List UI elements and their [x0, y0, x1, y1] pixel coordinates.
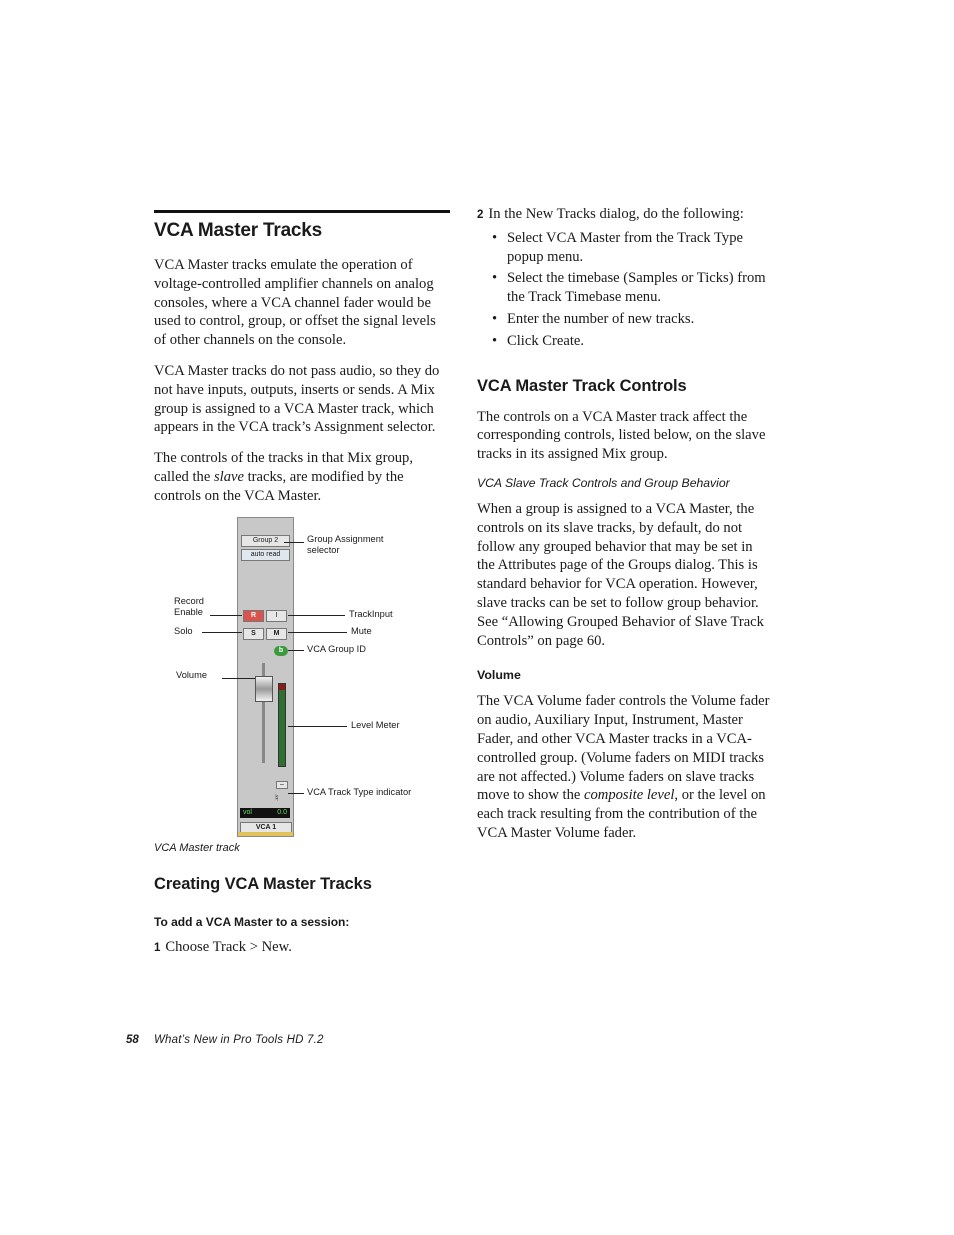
- callout-line: [284, 542, 304, 543]
- subsection-title: Creating VCA Master Tracks: [154, 875, 372, 893]
- solo-button[interactable]: S: [243, 628, 264, 640]
- vca-group-id-badge: b: [274, 646, 288, 656]
- callout-line: [288, 726, 347, 727]
- list-item: • Enter the number of new tracks.: [477, 310, 773, 329]
- paragraph: The VCA Volume fader controls the Volume fader on audio, Auxiliary Input, Instrument, Master Fader, and other VCA Master tracks in a VCA-controlled group. (Volume faders on MIDI tracks are not affected.) Volume faders on slave tracks move to show the composite level, or the level on each track resulting from the contribution of the VCA Master Volume fader.: [477, 693, 770, 841]
- volume-fader-handle[interactable]: [255, 676, 273, 702]
- right-column: [477, 205, 773, 855]
- list-item: • Select the timebase (Samples or Ticks) from the Track Timebase menu.: [477, 269, 773, 307]
- subsection-title: VCA Master Track Controls: [477, 376, 687, 395]
- callout-line: [288, 793, 304, 794]
- section-title: VCA Master Tracks: [154, 220, 323, 241]
- procedure-heading: To add a VCA Master to a session:: [154, 915, 350, 929]
- page-footer: [126, 1034, 324, 1046]
- callout-mute: Mute: [351, 626, 372, 636]
- callout-level-meter: Level Meter: [351, 720, 400, 730]
- vca-track-type-icon: ♮: [275, 793, 279, 804]
- subheading: VCA Slave Track Controls and Group Behavior: [477, 475, 730, 490]
- callout-record-enable: Record Enable: [174, 596, 204, 617]
- track-input-button[interactable]: I: [266, 610, 287, 622]
- list-item: • Click Create.: [477, 332, 773, 351]
- list-item: • Select VCA Master from the Track Type popup menu.: [477, 229, 773, 267]
- section-rule: [154, 210, 450, 213]
- level-meter: [278, 683, 286, 767]
- record-enable-button[interactable]: R: [243, 610, 264, 622]
- step-2: 2 In the New Tracks dialog, do the following:: [477, 206, 744, 222]
- paragraph: VCA Master tracks emulate the operation of voltage-controlled amplifier channels on analog consoles, where a VCA channel fader would be used to control, group, or offset the signal levels of other channels on the console.: [154, 257, 436, 349]
- callout-track-input: TrackInput: [349, 609, 393, 619]
- meter-clip-button[interactable]: –: [276, 781, 288, 789]
- paragraph: The controls on a VCA Master track affect the corresponding controls, listed below, on the slave tracks in its assigned Mix group.: [477, 408, 766, 463]
- mute-button[interactable]: M: [266, 628, 287, 640]
- vca-master-track-figure: [160, 512, 450, 838]
- callout-line: [288, 615, 345, 616]
- automation-mode-button[interactable]: auto read: [241, 549, 290, 561]
- track-color-bar: [238, 832, 293, 836]
- callout-group-assignment: Group Assignment selector: [307, 534, 384, 555]
- group-assignment-button[interactable]: Group 2: [241, 535, 290, 547]
- callout-line: [202, 632, 242, 633]
- channel-strip: [237, 517, 294, 837]
- callout-line: [288, 632, 347, 633]
- callout-volume: Volume: [176, 670, 208, 680]
- bullet-list: [477, 229, 773, 351]
- callout-line: [222, 678, 255, 679]
- callout-vca-group-id: VCA Group ID: [307, 644, 366, 654]
- footer-title: What’s New in Pro Tools HD 7.2: [154, 1034, 324, 1046]
- paragraph: VCA Master tracks do not pass audio, so they do not have inputs, outputs, inserts or sends. A Mix group is assigned to a VCA Master track, which appears in the VCA track’s Assignment selector.: [154, 362, 440, 436]
- step-1: 1 Choose Track > New.: [154, 939, 292, 955]
- paragraph: When a group is assigned to a VCA Master, the controls on its slave tracks, by default, do not follow any grouped behavior that may be set in the Attributes page of the Groups dialog. This is standard behavior for VCA operation. However, slave tracks can be set to follow group behavior. See “Allowing Grouped Behavior of Slave Track Controls” on page 60.: [477, 500, 764, 649]
- callout-line: [288, 650, 304, 651]
- subheading: Volume: [477, 668, 521, 683]
- page-number: 58: [126, 1034, 139, 1046]
- callout-line: [210, 615, 242, 616]
- left-column: [154, 210, 450, 518]
- paragraph: The controls of the tracks in that Mix group, called the slave tracks, are modified by the controls on the VCA Master.: [154, 450, 413, 504]
- volume-readout: vol 0.0: [240, 808, 290, 818]
- callout-solo: Solo: [174, 626, 193, 636]
- track-name[interactable]: VCA 1: [240, 822, 292, 833]
- callout-vca-type-indicator: VCA Track Type indicator: [307, 787, 412, 797]
- figure-caption: VCA Master track: [154, 842, 240, 854]
